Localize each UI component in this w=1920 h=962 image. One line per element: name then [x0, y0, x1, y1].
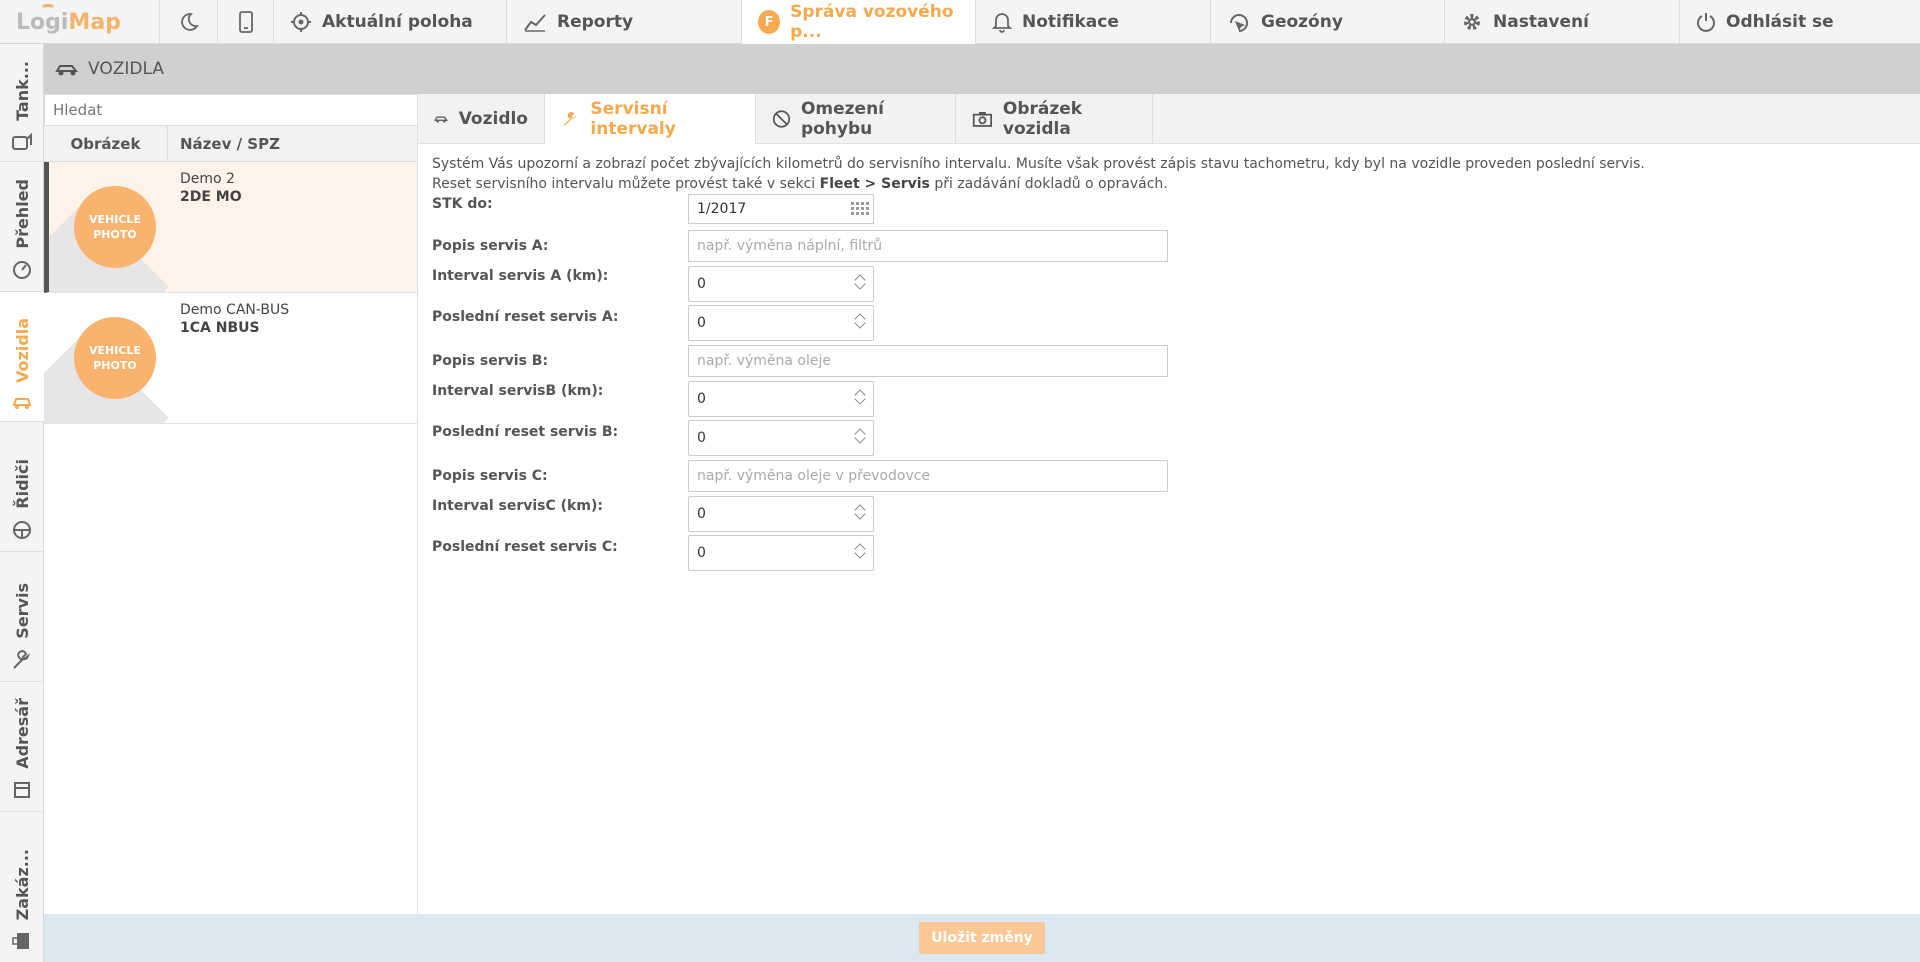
number-spinner[interactable]: [855, 273, 867, 291]
service-c-reset-label: Poslední reset servis C:: [432, 539, 618, 555]
tab-label: Omezení pohybu: [800, 99, 885, 139]
service-c-interval-label: Interval servisC (km):: [432, 498, 603, 514]
tab-movement-restriction[interactable]: [756, 94, 956, 144]
crosshair-icon: [290, 11, 312, 33]
description-line: [432, 174, 1906, 194]
photo-placeholder-text: VEHICLE: [89, 344, 141, 357]
moon-icon: [179, 12, 199, 32]
nav-label: Odhlásit se: [1726, 12, 1834, 32]
stk-label: STK do:: [432, 196, 493, 212]
page-title: VOZIDLA: [88, 59, 164, 79]
vehicle-name: Demo CAN-BUS: [180, 302, 290, 318]
nav-label: Nastavení: [1493, 12, 1589, 32]
service-b-reset-input[interactable]: [688, 420, 874, 456]
calendar-icon[interactable]: [851, 202, 869, 218]
list-item[interactable]: [44, 162, 417, 293]
number-spinner[interactable]: [855, 388, 867, 406]
detail-tabs: [418, 94, 1920, 144]
description-text: při zadávání dokladů o opravách.: [929, 176, 1168, 192]
sidebar-item-overview[interactable]: [0, 162, 44, 292]
photo-placeholder-text: PHOTO: [93, 359, 137, 372]
addressbook-icon: [11, 779, 33, 801]
nav-notifications[interactable]: [976, 0, 1211, 44]
service-c-interval-input[interactable]: [688, 496, 874, 532]
service-a-interval-label: Interval servis A (km):: [432, 268, 609, 284]
power-icon: [1696, 11, 1716, 33]
input-value: 0: [697, 315, 706, 331]
car-icon: [11, 393, 33, 411]
stk-date-value: 1/2017: [697, 201, 747, 217]
nav-label: Notifikace: [1022, 12, 1119, 32]
mobile-view-button[interactable]: [218, 0, 274, 44]
vehicle-photo-placeholder: [49, 162, 168, 292]
input-value: 0: [697, 430, 706, 446]
sidebar-item-label: Vozidla: [12, 317, 32, 383]
nav-label: Správa vozového p...: [790, 2, 954, 42]
wrench-icon: [561, 108, 580, 130]
sidebar-item-drivers[interactable]: [0, 422, 44, 552]
number-spinner[interactable]: [855, 503, 867, 521]
logo-text-prefix: Logi: [16, 9, 69, 35]
vehicle-photo-placeholder: [44, 293, 168, 423]
service-a-description-input[interactable]: např. výměna náplní, filtrů: [688, 230, 1168, 262]
side-navigation: [0, 44, 44, 962]
wrench-icon: [11, 649, 33, 671]
service-a-reset-label: Poslední reset servis A:: [432, 309, 619, 325]
photo-placeholder-text: VEHICLE: [89, 213, 141, 226]
sidebar-item-orders[interactable]: [0, 812, 44, 962]
number-spinner[interactable]: [855, 312, 867, 330]
tab-vehicle-image[interactable]: [956, 94, 1153, 144]
list-item[interactable]: [44, 293, 417, 424]
input-value: 0: [697, 545, 706, 561]
search-input[interactable]: [44, 94, 418, 126]
input-value: 0: [697, 276, 706, 292]
sidebar-item-label: Tank...: [12, 61, 32, 121]
input-value: 0: [697, 506, 706, 522]
service-intervals-form: [418, 194, 1920, 571]
nav-fleet-management[interactable]: [742, 0, 976, 44]
nav-logout[interactable]: [1680, 0, 1918, 44]
nav-current-position[interactable]: [274, 0, 507, 44]
vehicle-list-panel: [44, 94, 418, 914]
sidebar-item-addressbook[interactable]: [0, 682, 44, 812]
vehicle-detail-panel: [418, 94, 1920, 914]
tab-service-intervals[interactable]: [545, 94, 756, 144]
tab-label: Obrázek vozidla: [1002, 99, 1083, 139]
steering-wheel-icon: [11, 519, 33, 541]
car-icon: [54, 61, 80, 77]
signal-icon: [40, 4, 56, 14]
sidebar-item-service[interactable]: [0, 552, 44, 682]
sidebar-item-label: Adresář: [12, 698, 32, 769]
sidebar-item-label: Řidiči: [12, 459, 32, 509]
service-b-interval-label: Interval servisB (km):: [432, 383, 604, 399]
action-footer: [44, 914, 1920, 962]
list-header: [44, 126, 417, 162]
service-a-description-label: Popis servis A:: [432, 238, 549, 254]
sidebar-item-label: Přehled: [12, 179, 32, 249]
service-c-reset-input[interactable]: [688, 535, 874, 571]
service-a-reset-input[interactable]: [688, 305, 874, 341]
night-mode-button[interactable]: [160, 0, 218, 44]
column-header-name[interactable]: Název / SPZ: [180, 134, 280, 153]
phone-icon: [238, 11, 254, 33]
orders-icon: [11, 930, 33, 952]
fleet-icon: F: [758, 10, 780, 34]
column-header-image[interactable]: Obrázek: [44, 126, 168, 161]
vehicle-plate: 1CA NBUS: [180, 320, 260, 336]
nav-geozones[interactable]: [1211, 0, 1445, 44]
service-c-description-label: Popis servis C:: [432, 468, 548, 484]
service-b-description-label: Popis servis B:: [432, 353, 549, 369]
section-header: [44, 44, 1920, 94]
service-b-interval-input[interactable]: [688, 381, 874, 417]
save-changes-button[interactable]: Uložit změny: [919, 922, 1045, 954]
car-icon: [434, 112, 449, 126]
app-logo[interactable]: [0, 0, 160, 44]
gauge-icon: [11, 259, 33, 281]
tab-vehicle[interactable]: [418, 94, 545, 144]
description-text: Reset servisního intervalu můžete provést také v sekci: [432, 176, 820, 192]
fleet-service-link-text: Fleet > Servis: [819, 176, 930, 192]
sidebar-item-tanking[interactable]: [0, 44, 44, 162]
service-description: [418, 144, 1920, 194]
input-value: 0: [697, 391, 706, 407]
gear-icon: [1461, 11, 1483, 33]
sidebar-item-label: Servis: [12, 583, 32, 639]
service-b-description-input[interactable]: např. výměna oleje: [688, 345, 1168, 377]
ban-icon: [772, 108, 791, 130]
sidebar-item-vehicles[interactable]: [0, 292, 44, 422]
geofence-icon: [1227, 11, 1251, 33]
nav-label: Reporty: [557, 12, 634, 32]
sidebar-item-label: Zakáz...: [12, 848, 32, 920]
stk-date-field[interactable]: [688, 194, 874, 224]
nav-settings[interactable]: [1445, 0, 1680, 44]
tab-label: Vozidlo: [458, 109, 528, 129]
fuel-icon: [11, 131, 33, 151]
logo-text-suffix: Map: [68, 9, 121, 35]
camera-icon: [972, 109, 993, 129]
service-c-description-input[interactable]: např. výměna oleje v převodovce: [688, 460, 1168, 492]
vehicle-name: Demo 2: [180, 171, 235, 187]
tab-label: Servisní intervaly: [590, 99, 676, 139]
top-navigation: [0, 0, 1920, 44]
nav-label: Geozóny: [1261, 12, 1343, 32]
nav-reports[interactable]: [507, 0, 742, 44]
service-a-interval-input[interactable]: [688, 266, 874, 302]
description-line: Systém Vás upozorní a zobrazí počet zbývajících kilometrů do servisního intervalu. Musíte však provést zápis stavu tachometru, kdy byl na vozidle proveden poslední servis.: [432, 156, 1645, 172]
nav-label: Aktuální poloha: [322, 12, 473, 32]
photo-placeholder-text: PHOTO: [93, 228, 137, 241]
number-spinner[interactable]: [855, 542, 867, 560]
service-b-reset-label: Poslední reset servis B:: [432, 424, 619, 440]
number-spinner[interactable]: [855, 427, 867, 445]
vehicle-plate: 2DE MO: [180, 189, 242, 205]
chart-icon: [523, 12, 547, 32]
bell-icon: [992, 11, 1012, 33]
